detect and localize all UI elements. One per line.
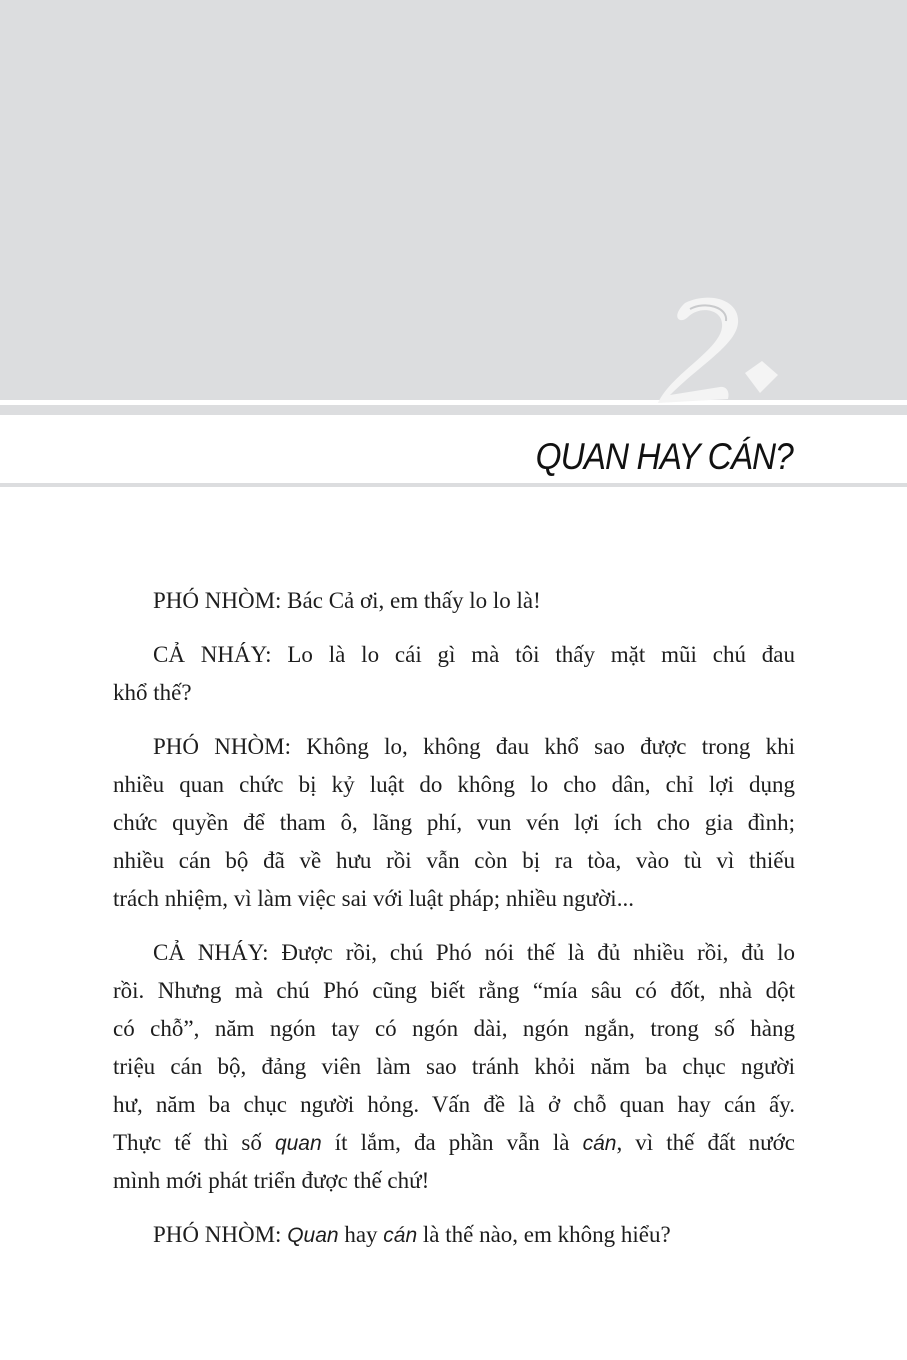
text-line [113,1162,795,1200]
paragraph [113,1216,795,1254]
text-segment: triệu cán bộ, đảng viên làm sao tránh khỏi năm ba chục người [113,1054,795,1079]
text-segment: CẢ NHÁY: Lo là lo cái gì mà tôi thấy mặt mũi chú đau [153,642,795,667]
text-line [113,804,795,842]
text-line [113,728,795,766]
text-segment: nhiều quan chức bị kỷ luật do không lo cho dân, chỉ lợi dụng [113,772,795,797]
text-segment: rồi. Nhưng mà chú Phó cũng biết rằng “mía sâu có đốt, nhà dột [113,978,795,1003]
text-segment: chức quyền để tham ô, lãng phí, vun vén lợi ích cho gia đình; [113,810,795,835]
text-segment: nhiều cán bộ đã về hưu rồi vẫn còn bị ra tòa, vào tù vì thiếu [113,848,795,873]
text-line [113,880,795,918]
paragraph [113,934,795,1200]
text-line [113,972,795,1010]
text-line [113,1216,795,1254]
paragraph [113,728,795,918]
text-line [113,766,795,804]
text-line [113,582,795,620]
text-segment: , vì thế đất nước [616,1130,795,1155]
text-line [113,1048,795,1086]
text-segment: trách nhiệm, vì làm việc sai với luật pháp; nhiều người... [113,886,634,911]
text-line [113,842,795,880]
chapter-number-ornament [640,295,800,405]
text-segment: CẢ NHÁY: Được rồi, chú Phó nói thế là đủ nhiều rồi, đủ lo [153,940,795,965]
header-rule-top [0,405,907,415]
text-line [113,674,795,712]
header-rule-bottom [0,483,907,487]
text-segment: Thực tế thì số [113,1130,275,1155]
text-segment: PHÓ NHÒM: Không lo, không đau khổ sao được trong khi [153,734,795,759]
text-line [113,934,795,972]
text-segment: PHÓ NHÒM: [153,1222,288,1247]
paragraph [113,582,795,620]
chapter-title: QUAN HAY CÁN? [535,436,793,477]
text-line [113,1124,795,1162]
text-line [113,1010,795,1048]
text-line [113,1086,795,1124]
text-segment: ít lắm, đa phần vẫn là [321,1130,583,1155]
italic-term: Quan [287,1224,339,1247]
italic-term: cán [582,1132,617,1155]
paragraph [113,636,795,712]
dialogue-text [113,582,795,1270]
text-segment: hay [338,1222,384,1247]
text-segment: PHÓ NHÒM: Bác Cả ơi, em thấy lo lo là! [153,588,541,613]
text-line [113,636,795,674]
text-segment: là thế nào, em không hiểu? [417,1222,671,1247]
text-segment: hư, năm ba chục người hỏng. Vấn đề là ở chỗ quan hay cán ấy. [113,1092,795,1117]
text-segment: có chỗ”, năm ngón tay có ngón dài, ngón ngắn, trong số hàng [113,1016,795,1041]
italic-term: cán [383,1224,418,1247]
text-segment: khổ thế? [113,680,192,705]
text-segment: mình mới phát triển được thế chứ! [113,1168,430,1193]
italic-term: quan [274,1132,322,1155]
